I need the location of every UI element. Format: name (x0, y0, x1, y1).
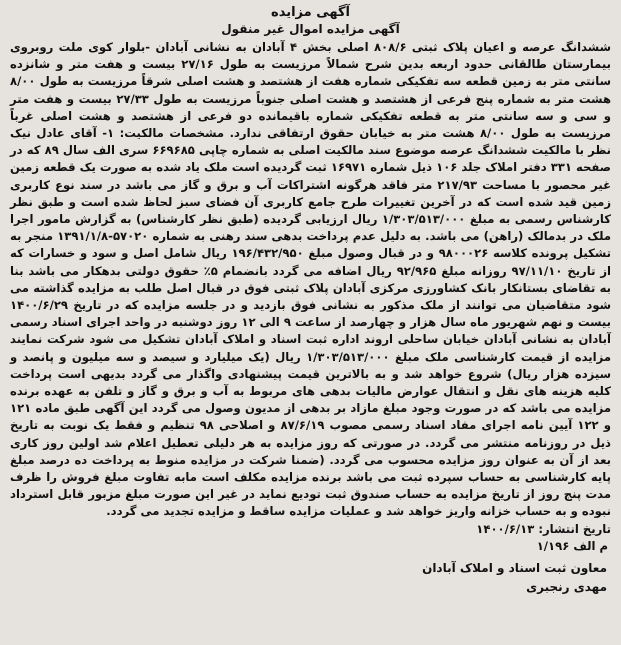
notice-body: ششدانگ عرصه و اعیان پلاک ثبتی ۸۰۸/۶ اصلی بخش ۴ آبادان به نشانی آبادان -بلوار کوی ملت روبروی بیمارستان طالقانی حدود اربعه بدین شرح شمالاً مرزیست به طول ۲۷/۱۶ بیست و هفت متر و شانزده سانتی متر به زمین قطعه سه تفکیکی شماره هفت از هشتصد و هشت اصلی شرقاً مرزیست به طول ۸/۰۰ هشت متر به شماره پنج فرعی از هشتصد و هشت اصلی جنوباً مرزیست به طول ۲۷/۳۳ بیست و هفت متر و سی و سه سانتی متر به قطعه تفکیکی شماره باقیمانده دو فرعی از هشتصد و هشت اصلی غرباً مرزیست به طول ۸/۰۰ هشت متر به خیابان حقوق ارتفاقی ندارد. مشخصات مالکیت: ۱- آقای عادل نیک نظر با مالکیت ششدانگ عرصه موضوع سند مالکیت اصلی به شماره چاپی ۶۶۹۶۸۵ سری الف سال ۸۹ که در صفحه ۳۳۱ دفتر املاک جلد ۱۰۶ ذیل شماره ۱۶۹۷۱ ثبت گردیده است ملک یاد شده به صورت یک قطعه زمین غیر محصور با مساحت ۲۱۷/۹۳ متر فاقد هرگونه اشتراکات آب و برق و گاز می باشد در سند نوع کاربری زمین قید شده است که در آخرین تغییرات طرح جامع کاربری آن فضای سبز لحاظ شده است و طبق نظر کارشناس رسمی به مبلغ ۱/۳۰۳/۵۱۳/۰۰۰ ریال ارزیابی گردیده (طبق نظر کارشناس) به گزارش مامور اجرا ملک در بدمالک (راهن) می باشد. به دلیل عدم پرداخت بدهی سند رهنی به شماره ۵۷۰۲۰-۱۳۹۱/۱/۸ منجر به تشکیل پرونده کلاسه ۹۸۰۰۰۲۶ و در قبال وصول مبلغ ۱۹۶/۴۳۲/۹۵۰ ریال شامل اصل و سود و خسارات که از تاریخ ۹۷/۱۱/۱۰ روزانه مبلغ ۹۲/۹۶۵ ریال اضافه می گردد بانضمام ۵٪ حقوق دولتی بدهکار می باشد بنا به تقاضای بستانکار بانک کشاورزی مرکزی آبادان پلاک ثبتی فوق در قبال اصل طلب به مزایده گذاشته می شود متقاضیان می توانند از ملک مذکور به نشانی فوق بازدید و در جلسه مزایده که در تاریخ ۱۴۰۰/۶/۲۹ بیست و نهم شهریور ماه سال هزار و چهارصد از ساعت ۹ الی ۱۲ روز دوشنبه در واحد اجرای اسناد رسمی آبادان به نشانی آبادان خیابان ساحلی اروند اداره ثبت اسناد و املاک آبادان تشکیل می شود شرکت نمایند مزایده از قیمت کارشناسی ملک مبلغ ۱/۳۰۳/۵۱۳/۰۰۰ ریال (یک میلیارد و سیصد و سه میلیون و پانصد و سیزده هزار ریال) شروع خواهد شد و به بالاترین قیمت پیشنهادی واگذار می گردد بدیهی است پرداخت کلیه هزینه های نقل و انتقال عوارض مالیات بدهی های مربوط به آب و برق و گاز و تلفن به عهده برنده مزایده می باشد که در صورت وجود مبلغ مازاد بر بدهی از مدیون وصول می گردد این آگهی طبق ماده ۱۲۱ و ۱۲۲ آیین نامه اجرای مفاد اسناد رسمی مصوب ۸۷/۶/۱۹ و اصلاحی ۹۸ تنظیم و فقط یک نوبت به تاریخ ذیل در روزنامه منتشر می گردد. در صورتی که روز مزایده به هر دلیلی تعطیل اعلام شد اولین روز کاری بعد از آن به عنوان روز مزایده محسوب می گردد. (ضمنا شرکت در مزایده منوط به پرداخت ده درصد مبلغ پایه کارشناسی به حساب سپرده ثبت می باشد برنده مزایده مکلف است مابه تفاوت مبلغ فروش را ظرف مدت پنج روز از تاریخ مزایده به حساب صندوق ثبت تودیع نماید در غیر این صورت مبلغ مزبور قابل استرداد نبوده و به حساب خزانه واریز خواهد شد و عملیات مزایده ساقط و مزایده تجدید می گردد. (10, 40, 612, 519)
publish-date: تاریخ انتشار: ۱۴۰۰/۶/۱۳ (476, 521, 611, 536)
notice-title: آگهی مزایده (271, 5, 350, 20)
signatory-name: مهدی رنجبری (526, 579, 607, 594)
signature-block (10, 559, 611, 597)
notice-code: م الف ۱/۱۹۶ (536, 538, 608, 553)
notice-subtitle: آگهی مزایده اموال غیر منقول (221, 22, 400, 36)
signatory-title: معاون ثبت اسناد و املاک آبادان (422, 560, 607, 575)
